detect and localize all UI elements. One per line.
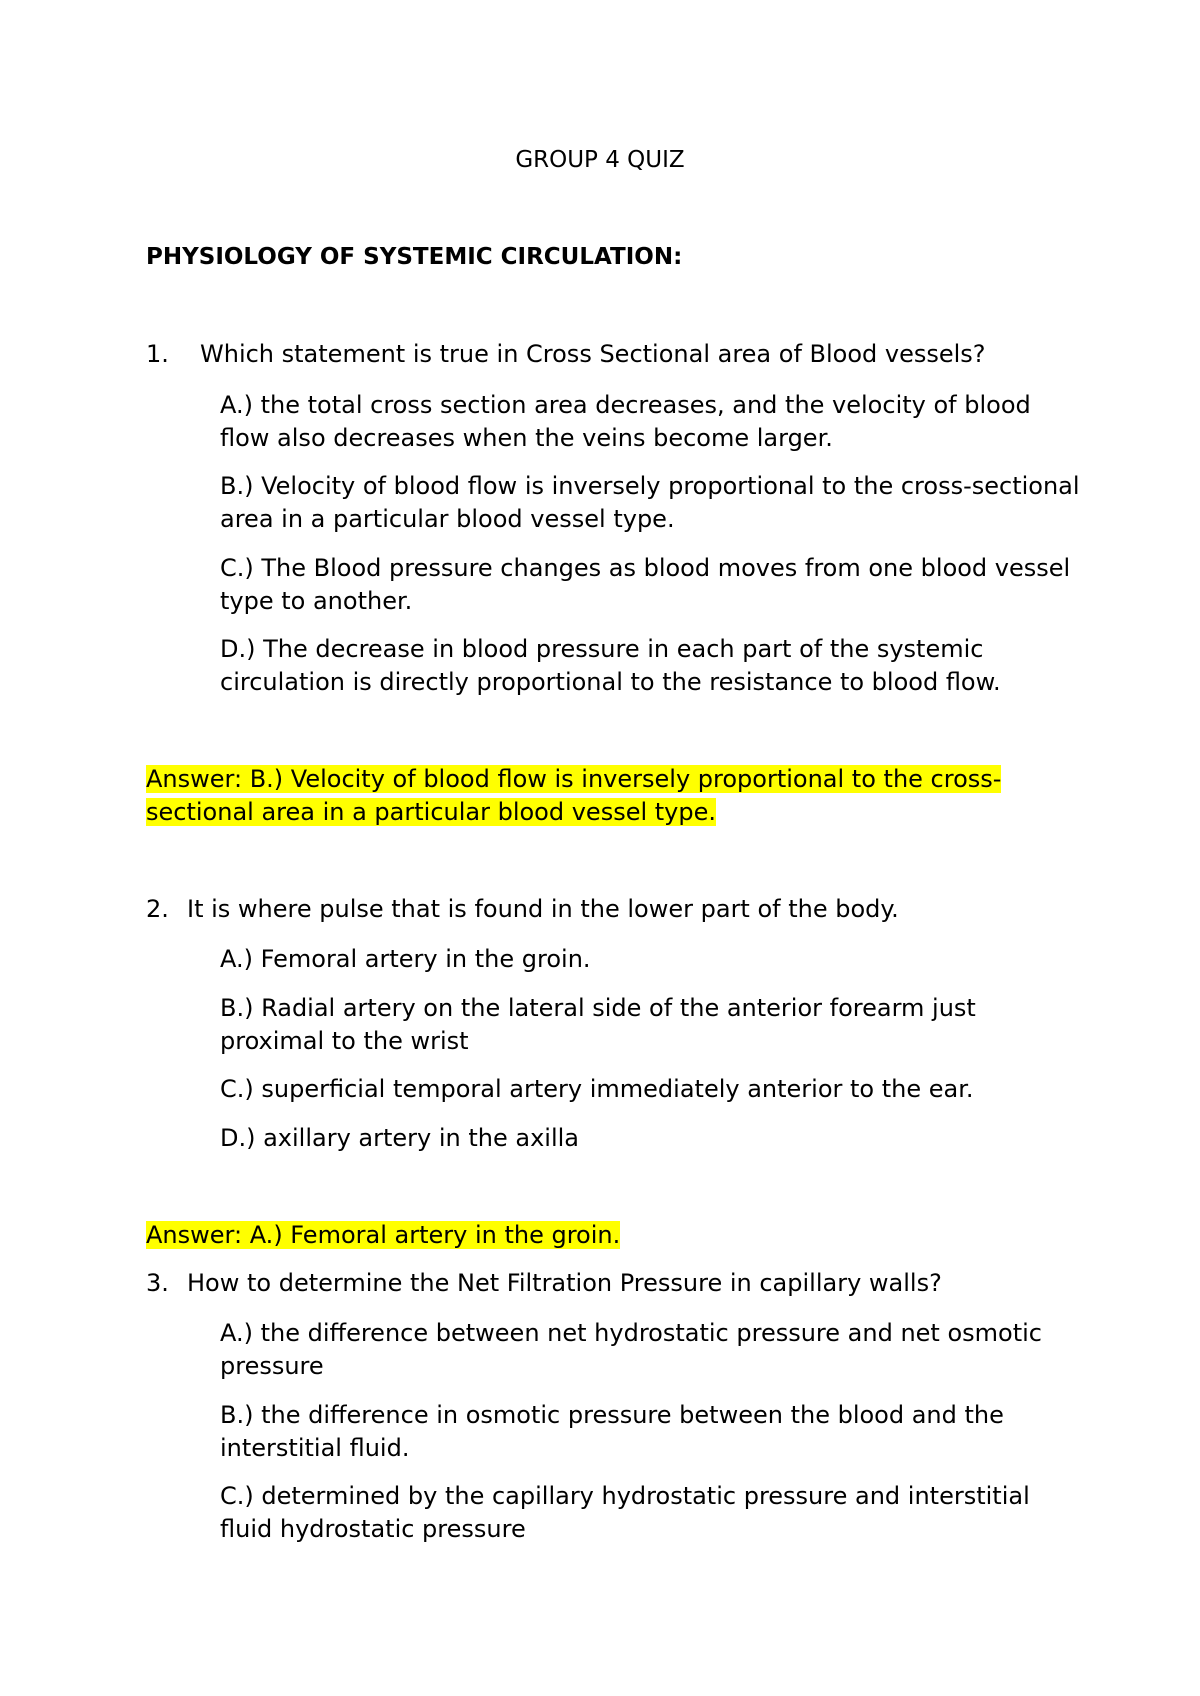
choice-1a: A.) the total cross section area decreases, and the velocity of blood flow also decreases when the veins become larger. — [220, 391, 1031, 452]
question-number: 1. — [146, 340, 169, 368]
question-3 — [146, 1267, 1106, 1300]
question-2 — [146, 893, 1106, 926]
choice-2d: D.) axillary artery in the axilla — [220, 1124, 580, 1152]
question-1 — [146, 338, 1106, 371]
choice-3a: A.) the difference between net hydrostatic pressure and net osmotic pressure — [220, 1319, 1042, 1380]
answer-1 — [146, 763, 1046, 829]
choice-3b: B.) the difference in osmotic pressure between the blood and the interstitial fluid. — [220, 1401, 1004, 1462]
choice-2b: B.) Radial artery on the lateral side of the anterior forearm just proximal to the wrist — [220, 994, 976, 1055]
choice-1d: D.) The decrease in blood pressure in each part of the systemic circulation is directly proportional to the resistance to blood flow. — [220, 635, 1001, 696]
choice-1b: B.) Velocity of blood flow is inversely proportional to the cross-sectional area in a particular blood vessel type. — [220, 472, 1080, 533]
question-text: How to determine the Net Filtration Pressure in capillary walls? — [187, 1269, 942, 1297]
question-number: 3. — [146, 1269, 169, 1297]
answer-highlight: Answer: A.) Femoral artery in the groin. — [146, 1221, 621, 1249]
question-text: Which statement is true in Cross Sectional area of Blood vessels? — [200, 340, 986, 368]
question-text: It is where pulse that is found in the lower part of the body. — [187, 895, 899, 923]
choice-1c: C.) The Blood pressure changes as blood moves from one blood vessel type to another. — [220, 554, 1071, 615]
choice-2a: A.) Femoral artery in the groin. — [220, 945, 591, 973]
answer-2 — [146, 1219, 1046, 1252]
section-heading: PHYSIOLOGY OF SYSTEMIC CIRCULATION: — [146, 244, 683, 270]
choice-3c: C.) determined by the capillary hydrostatic pressure and interstitial fluid hydrostatic pressure — [220, 1482, 1030, 1543]
question-number: 2. — [146, 895, 169, 923]
answer-highlight: Answer: B.) Velocity of blood flow is inversely proportional to the cross-sectional area in a particular blood vessel type. — [146, 765, 1002, 826]
choice-2c: C.) superficial temporal artery immediately anterior to the ear. — [220, 1075, 974, 1103]
document-title: GROUP 4 QUIZ — [515, 147, 685, 173]
